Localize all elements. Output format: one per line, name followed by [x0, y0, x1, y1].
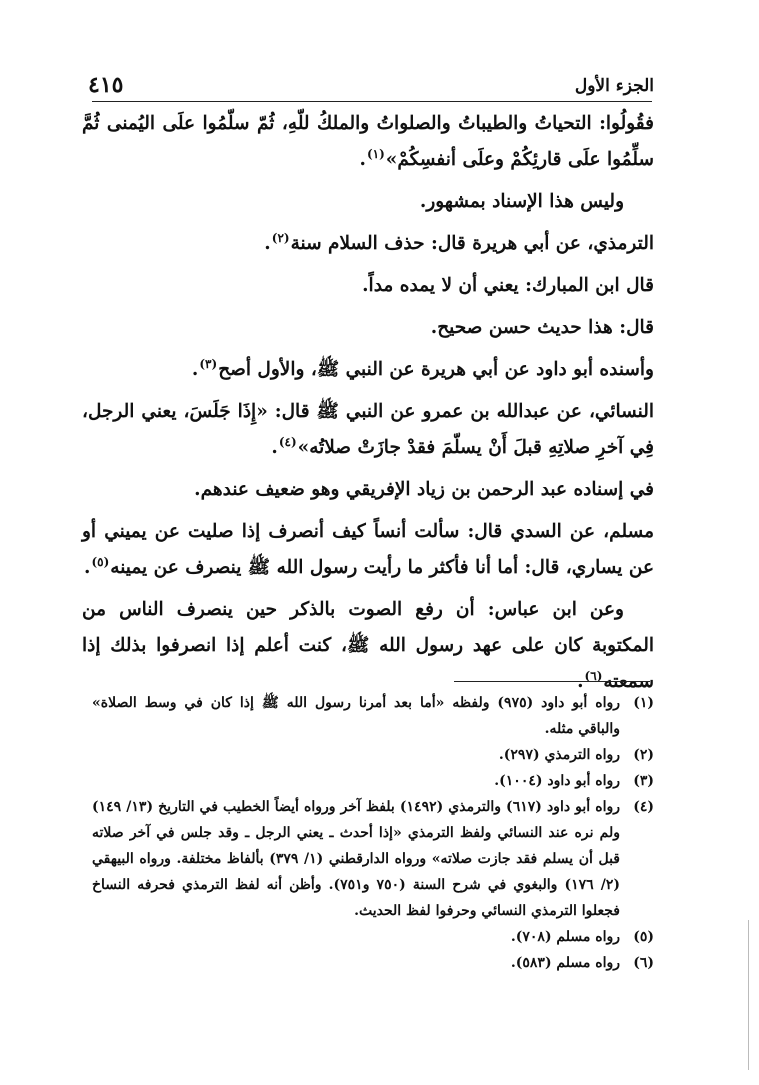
footnote-marker: (٦)	[584, 668, 603, 683]
footnote-number: (٦)	[633, 955, 654, 971]
footnote-text: رواه مسلم (٧٠٨).	[510, 929, 620, 945]
footnote-marker: (١)	[366, 146, 385, 161]
footnote-marker: (٣)	[199, 356, 218, 371]
paragraph: مسلم، عن السدي قال: سألت أنساً كيف أنصرف إذا صليت عن يميني أو عن يساري، قال: أما أنا فأكثر ما رأيت رسول الله ﷺ ينصرف عن يمينه$^{(٥)}$.	[82, 521, 654, 578]
page-header	[88, 70, 654, 102]
footnote-number: (١)	[633, 695, 654, 711]
footnote	[92, 690, 654, 742]
footnote-marker: (٢)	[271, 230, 290, 245]
scan-edge-line	[748, 920, 749, 1070]
footnote-number: (٢)	[633, 747, 654, 763]
main-text	[82, 106, 654, 706]
footnote-text: رواه أبو داود (٦١٧) والترمذي (١٤٩٢) بلفظ آخر ورواه أيضاً الخطيب في التاريخ (١٣/ ١٤٩) ولم نره عند النسائي ولفظ الترمذي «إذا أحدث ـ يعني الرجل ـ وقد جلس في آخر صلاته قبل أن يسلم فقد جازت صلاته» ورواه الدارقطني (١/ ٣٧٩) بألفاظ مختلفة. ورواه البيهقي (٢/ ١٧٦) والبغوي في شرح السنة (٧٥٠ و٧٥١). وأظن أنه لفظ الترمذي فحرفه النساخ فجعلوا الترمذي النسائي وحرفوا لفظ الحديث.	[92, 799, 621, 919]
footnote-number: (٥)	[633, 929, 654, 945]
paragraph: فقُولُوا: التحياتُ والطيباتُ والصلواتُ والملكُ للّهِ، ثُمّ سلّمُوا علَى اليُمنى ثُمَّ سلِّمُوا علَى قارئِكُمْ وعلَى أنفسِكُمْ»$^{(١)}$.	[82, 113, 654, 170]
footnote-number: (٤)	[633, 799, 654, 815]
paragraph: وعن ابن عباس: أن رفع الصوت بالذكر حين ينصرف الناس من المكتوبة كان على عهد رسول الله ﷺ، كنت أعلم إذا انصرفوا بذلك إذا سمعته$^{(٦)}$.	[82, 599, 654, 692]
footnote-text: رواه مسلم (٥٨٣).	[510, 955, 620, 971]
footnote-text: رواه أبو داود (١٠٠٤).	[494, 773, 620, 789]
paragraph: وليس هذا الإسناد بمشهور.	[419, 191, 624, 212]
paragraph: في إسناده عبد الرحمن بن زياد الإفريقي وهو ضعيف عندهم.	[194, 479, 654, 500]
footnote-marker: (٤)	[278, 434, 297, 449]
page-number: ٤١٥	[88, 72, 124, 98]
paragraph: قال ابن المبارك: يعني أن لا يمده مداً.	[362, 275, 654, 296]
running-title: الجزء الأول	[574, 76, 654, 96]
footnote	[92, 924, 654, 950]
paragraph: الترمذي، عن أبي هريرة قال: حذف السلام سنة$^{(٢)}$.	[264, 230, 654, 254]
footnote	[92, 950, 654, 976]
footnote	[92, 794, 654, 924]
footnote-text: رواه الترمذي (٢٩٧).	[498, 747, 620, 763]
footnote-number: (٣)	[633, 773, 654, 789]
footnotes	[92, 690, 654, 976]
paragraph: النسائي، عن عبدالله بن عمرو عن النبي ﷺ قال: «إِذَا جَلَسَ، يعني الرجل، فِي آخرِ صلاتِهِ قبلَ أَنْ يسلّمَ فقدْ جازَتْ صلاتُه»$^{(٤)}$.	[82, 401, 654, 458]
footnote	[92, 742, 654, 768]
footnote-marker: (٥)	[91, 554, 110, 569]
header-rule	[92, 101, 652, 102]
footnote-separator	[454, 681, 650, 682]
paragraph: وأسنده أبو داود عن أبي هريرة عن النبي ﷺ، والأول أصح$^{(٣)}$.	[191, 356, 654, 380]
footnote-text: رواه أبو داود (٩٧٥) ولفظه «أما بعد أمرنا رسول الله ﷺ إذا كان في وسط الصلاة» والباقي مثله.	[92, 695, 620, 737]
paragraph: قال: هذا حديث حسن صحيح.	[430, 317, 654, 338]
footnote	[92, 768, 654, 794]
